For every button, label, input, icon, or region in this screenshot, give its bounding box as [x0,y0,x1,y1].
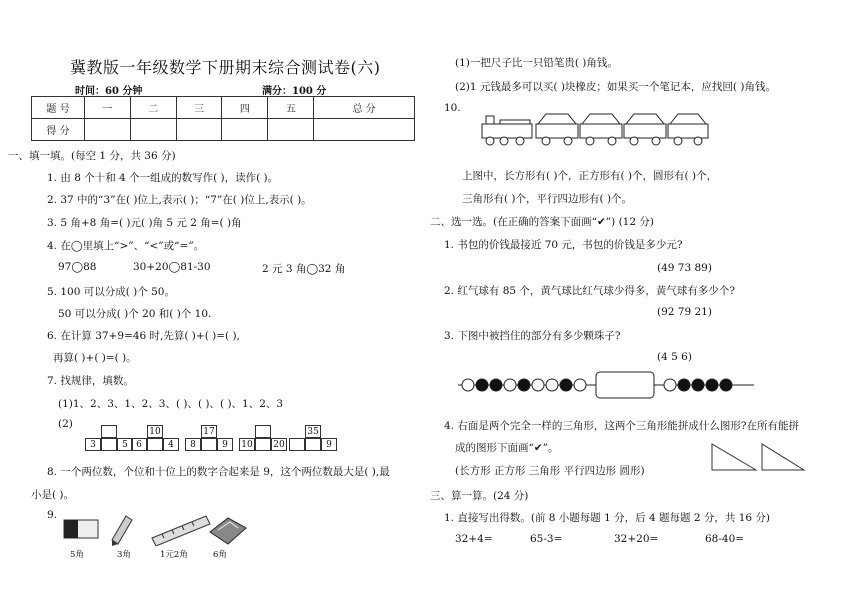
question-4a: 97◯88 [58,261,97,273]
question-4: 4. 在◯里填上“>”、“<”或“=”。 [47,240,205,252]
question-5b: 50 可以分成( )个 20 和( )个 10. [58,308,212,320]
score-header-cell: 四 [222,97,268,119]
question-7-part2-label: (2) [58,418,73,430]
score-input-cell[interactable] [85,119,131,141]
exam-time: 时间：60 分钟 [75,86,143,97]
eraser-price: 5角 [70,550,84,560]
choice-3-options: (4 5 6) [657,351,692,363]
choice-2-options: (92 79 21) [657,306,712,318]
grid-cell [201,438,217,451]
grid-cell [101,438,117,451]
question-2: 2. 37 中的“3”在( )位上,表示( )；“7”在( )位上,表示( )。 [47,194,312,206]
question-4b: 30+20◯81-30 [133,261,211,273]
grid-cell-top: 35 [305,425,321,438]
pencil-price: 3角 [117,550,131,560]
question-1: 1. 由 8 个十和 4 个一组成的数写作( )，读作( )。 [47,172,279,184]
section-2-heading: 二、选一选。(在正确的答案下面画“✔”) (12 分) [430,216,654,228]
score-header-cell: 三 [176,97,222,119]
score-header-cell: 总 分 [314,97,415,119]
q9-items-illustration [60,510,360,546]
calc-item: 65-3= [530,533,563,545]
choice-4-options: (长方形 正方形 三角形 平行四边形 圆形) [455,465,645,477]
grid-cell-top [101,425,117,438]
calc-item: 68-40= [705,533,745,545]
section-1-heading: 一、填一填。(每空 1 分，共 36 分) [8,150,176,162]
score-table [31,96,415,141]
question-5: 5. 100 可以分成( )个 50。 [47,286,175,298]
page-title: 冀教版一年级数学下册期末综合测试卷(六) [70,58,381,77]
grid-cell-top: 17 [201,425,217,438]
question-10: 10. [444,102,461,114]
score-header-cell: 一 [85,97,131,119]
question-10b: 三角形有( )个，平行四边形有( )个。 [462,193,633,205]
score-header-cell: 二 [130,97,176,119]
grid-cell: 8 [185,438,201,451]
question-9-part2: (2)1 元钱最多可以买( )块橡皮；如果买一个笔记本，应找回( )角钱。 [455,81,776,93]
calc-instruction: 1. 直接写出得数。(前 8 小题每题 1 分，后 4 题每题 2 分，共 16 分) [444,512,771,524]
question-6b: 再算( )+( )=( )。 [53,352,137,364]
choice-3: 3. 下图中被挡住的部分有多少颗珠子? [444,330,621,342]
question-9: 9. [47,509,58,521]
score-input-cell[interactable] [314,119,415,141]
grid-cell [255,438,271,451]
calc-item: 32+20= [614,533,659,545]
pattern-grid [85,425,345,455]
grid-cell: 10 [239,438,255,451]
grid-cell: 6 [131,438,147,451]
choice-1-options: (49 73 89) [657,262,712,274]
grid-cell: 9 [217,438,233,451]
question-7-part1: (1)1、2、3、1、2、3、( )、( )、( )、1、2、3 [58,398,284,410]
section-3-heading: 三、算一算。(24 分) [430,490,529,502]
score-input-cell[interactable] [222,119,268,141]
ruler-price: 1元2角 [160,550,188,560]
pencil-sharpener-icon [112,516,132,546]
grid-cell: 3 [85,438,101,451]
full-score: 满分：100 分 [262,86,327,97]
question-4c: 2 元 3 角◯32 角 [262,263,346,275]
train-icon [480,108,710,148]
question-7: 7. 找规律，填数。 [47,375,134,387]
bead-string-illustration [456,370,756,400]
grid-cell [305,438,321,451]
eraser-icon [64,520,98,538]
question-8b: 小是( )。 [31,489,75,501]
ruler-icon [152,516,210,546]
notebook-price: 6角 [213,550,227,560]
score-input-cell[interactable] [176,119,222,141]
grid-cell: 4 [163,438,179,451]
score-header-cell: 题 号 [32,97,85,119]
triangles-icon [708,440,808,474]
grid-cell [289,438,305,451]
notebook-icon [210,518,246,544]
choice-4b: 成的图形下面画“✔”。 [455,442,559,454]
question-9-part1: (1)一把尺子比一只铅笔贵( )角钱。 [455,57,618,69]
choice-2: 2. 红气球有 85 个，黄气球比红气球少得多，黄气球有多少个? [444,285,736,297]
grid-cell: 9 [321,438,337,451]
choice-4: 4. 右面是两个完全一样的三角形，这两个三角形能拼成什么图形?在所有能拼 [444,420,799,432]
grid-cell-top: 10 [147,425,163,438]
calc-item: 32+4= [455,533,493,545]
question-3: 3. 5 角+8 角=( )元( )角 5 元 2 角=( )角 [47,217,242,229]
grid-cell: 20 [271,438,287,451]
question-8: 8. 一个两位数，个位和十位上的数字合起来是 9，这个两位数最大是( ),最 [47,466,390,478]
grid-cell [147,438,163,451]
question-10a: 上图中，长方形有( )个，正方形有( )个，圆形有( )个， [462,170,718,182]
grid-cell: 5 [117,438,133,451]
choice-1: 1. 书包的价钱最接近 70 元，书包的价钱是多少元? [444,239,683,251]
score-input-cell[interactable] [268,119,314,141]
score-input-cell[interactable] [130,119,176,141]
grid-cell-top [255,425,271,438]
score-header-cell: 五 [268,97,314,119]
score-row-label: 得 分 [32,119,85,141]
question-6: 6. 在计算 37+9=46 时,先算( )+( )=( ), [47,330,240,342]
